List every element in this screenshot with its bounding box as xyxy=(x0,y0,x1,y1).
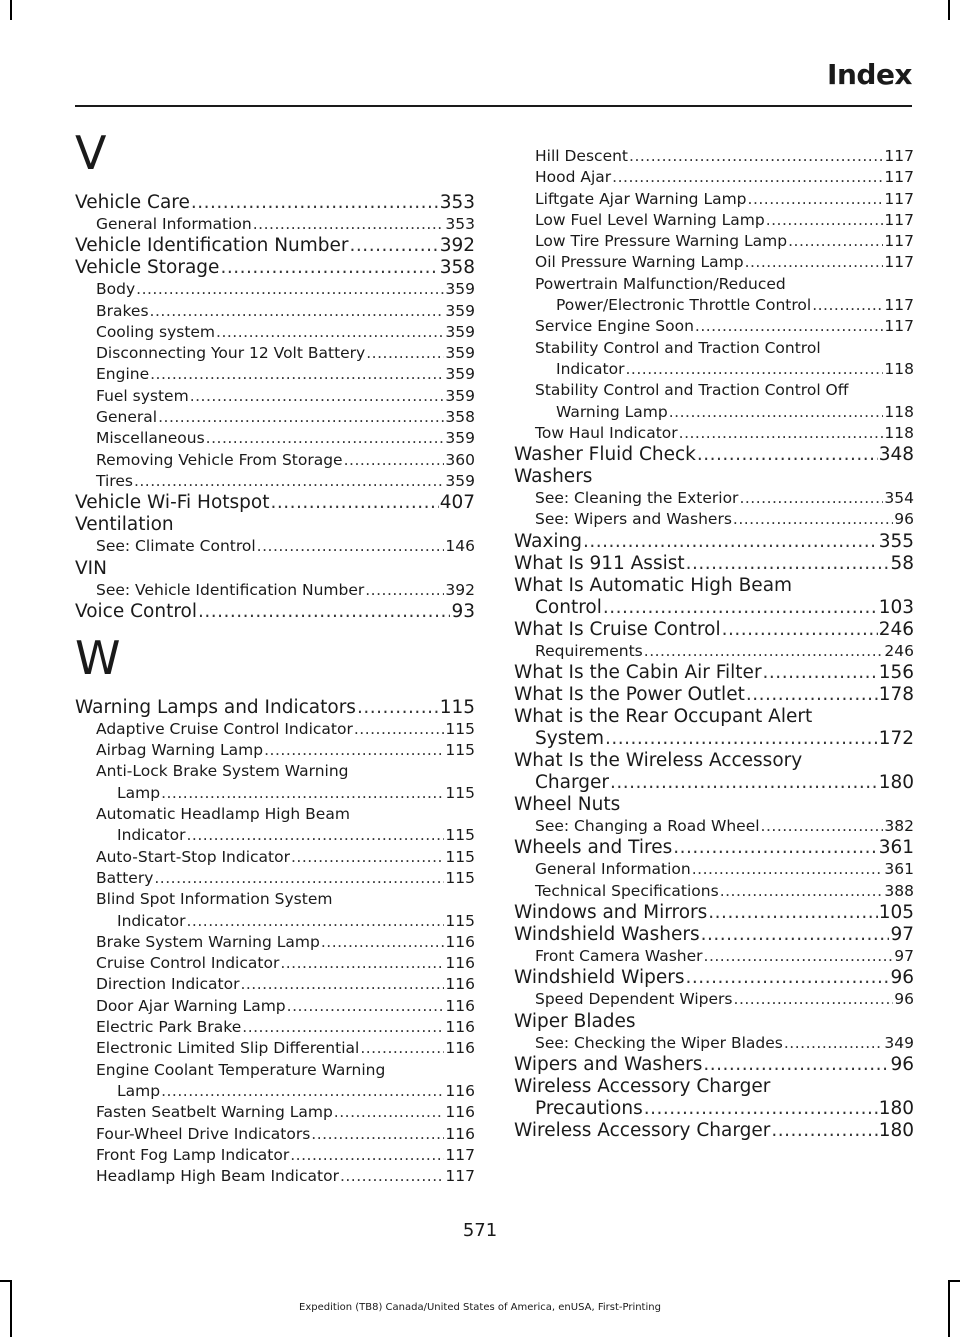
index-subentry[interactable]: Low Fuel Level Warning Lamp ..... 117 xyxy=(514,210,914,231)
index-subentry[interactable]: Cooling system ..... 359 xyxy=(75,322,475,343)
index-subentry[interactable]: See: Cleaning the Exterior ..... 354 xyxy=(514,488,914,509)
index-subentry[interactable]: Warning Lamp ..... 118 xyxy=(514,402,914,423)
page-number: 571 xyxy=(462,1220,498,1241)
index-subentry[interactable]: Fasten Seatbelt Warning Lamp ..... 116 xyxy=(75,1102,475,1123)
index-subentry[interactable]: Electronic Limited Slip Differential ..... 116 xyxy=(75,1038,475,1059)
index-heading: Wireless Accessory Charger xyxy=(514,1075,771,1097)
index-entry[interactable]: Vehicle Identification Number ..... 392 xyxy=(75,235,475,257)
index-entry[interactable]: Warning Lamps and Indicators ..... 115 xyxy=(75,697,475,719)
index-entry[interactable]: Windshield Washers ..... 97 xyxy=(514,924,914,946)
index-subentry[interactable]: See: Vehicle Identification Number ..... 392 xyxy=(75,580,475,601)
index-subentry[interactable]: Headlamp High Beam Indicator ..... 117 xyxy=(75,1166,475,1187)
index-subentry[interactable]: See: Wipers and Washers ..... 96 xyxy=(514,509,914,530)
index-heading: Wiper Blades xyxy=(514,1010,636,1032)
index-entry[interactable]: Waxing ..... 355 xyxy=(514,531,914,553)
index-subentry[interactable]: Fuel system ..... 359 xyxy=(75,386,475,407)
index-subentry[interactable]: Indicator ..... 115 xyxy=(75,911,475,932)
index-subentry-line: Engine Coolant Temperature Warning xyxy=(96,1060,386,1079)
index-subentry[interactable]: Power/Electronic Throttle Control ..... 117 xyxy=(514,295,914,316)
index-subentry[interactable]: See: Checking the Wiper Blades ..... 349 xyxy=(514,1033,914,1054)
index-subentry-line: Anti-Lock Brake System Warning xyxy=(96,762,349,781)
index-subentry[interactable]: Indicator ..... 115 xyxy=(75,825,475,846)
crop-mark-top-right-v xyxy=(948,0,950,20)
index-entry[interactable]: What Is Cruise Control ..... 246 xyxy=(514,619,914,641)
index-subentry[interactable]: General ..... 358 xyxy=(75,407,475,428)
index-heading: Wheel Nuts xyxy=(514,794,621,816)
index-subentry[interactable]: Body ..... 359 xyxy=(75,279,475,300)
index-entry[interactable]: Windows and Mirrors ..... 105 xyxy=(514,902,914,924)
index-column-right xyxy=(514,146,914,1142)
index-entry[interactable]: What Is the Cabin Air Filter ..... 156 xyxy=(514,662,914,684)
index-subentry[interactable]: Cruise Control Indicator ..... 116 xyxy=(75,953,475,974)
index-entry[interactable]: Charger ..... 180 xyxy=(514,772,914,794)
index-subentry[interactable]: Hill Descent ..... 117 xyxy=(514,146,914,167)
index-subentry[interactable]: Lamp ..... 115 xyxy=(75,783,475,804)
section-letter-v: V xyxy=(75,126,107,180)
index-subentry[interactable]: Door Ajar Warning Lamp ..... 116 xyxy=(75,996,475,1017)
index-subentry[interactable]: Auto-Start-Stop Indicator ..... 115 xyxy=(75,847,475,868)
index-subentry[interactable]: Low Tire Pressure Warning Lamp ..... 117 xyxy=(514,231,914,252)
index-heading: What Is Automatic High Beam xyxy=(514,574,793,596)
index-subentry[interactable]: Lamp ..... 116 xyxy=(75,1081,475,1102)
index-subentry-line: Blind Spot Information System xyxy=(96,890,333,909)
index-subentry[interactable]: Oil Pressure Warning Lamp ..... 117 xyxy=(514,252,914,273)
index-subentry[interactable]: Speed Dependent Wipers ..... 96 xyxy=(514,989,914,1010)
index-entry[interactable]: Wireless Accessory Charger ..... 180 xyxy=(514,1120,914,1142)
index-subentry[interactable]: Technical Specifications ..... 388 xyxy=(514,881,914,902)
index-column-left xyxy=(75,126,475,1187)
index-entry[interactable]: Wheels and Tires ..... 361 xyxy=(514,837,914,859)
index-subentry[interactable]: Liftgate Ajar Warning Lamp ..... 117 xyxy=(514,189,914,210)
index-subentry[interactable]: Requirements ..... 246 xyxy=(514,641,914,662)
index-subentry[interactable]: General Information ..... 361 xyxy=(514,859,914,880)
index-subentry[interactable]: Front Camera Washer ..... 97 xyxy=(514,946,914,967)
crop-mark-bottom-left-h xyxy=(0,1280,12,1282)
header-divider xyxy=(75,105,912,107)
index-subentry[interactable]: Miscellaneous ..... 359 xyxy=(75,428,475,449)
index-subentry[interactable]: Disconnecting Your 12 Volt Battery ..... 359 xyxy=(75,343,475,364)
index-subentry[interactable]: Airbag Warning Lamp ..... 115 xyxy=(75,740,475,761)
index-entry[interactable]: Washer Fluid Check ..... 348 xyxy=(514,444,914,466)
index-subentry-line: Automatic Headlamp High Beam xyxy=(96,805,350,824)
index-subentry[interactable]: Engine ..... 359 xyxy=(75,364,475,385)
index-heading: Washers xyxy=(514,466,593,488)
page-title: Index xyxy=(827,58,912,91)
index-subentry[interactable]: Electric Park Brake ..... 116 xyxy=(75,1017,475,1038)
index-subentry[interactable]: Hood Ajar ..... 117 xyxy=(514,167,914,188)
index-entry[interactable]: Vehicle Storage ..... 358 xyxy=(75,257,475,279)
index-entry[interactable]: Vehicle Wi-Fi Hotspot ..... 407 xyxy=(75,492,475,514)
index-subentry[interactable]: Removing Vehicle From Storage ..... 360 xyxy=(75,450,475,471)
section-letter-w: W xyxy=(75,630,121,685)
index-entry[interactable]: Voice Control ..... 93 xyxy=(75,601,475,623)
index-subentry-line: Powertrain Malfunction/Reduced xyxy=(535,274,786,293)
index-entry[interactable]: Wipers and Washers ..... 96 xyxy=(514,1054,914,1076)
index-entry[interactable]: System ..... 172 xyxy=(514,728,914,750)
index-entry[interactable]: Vehicle Care ..... 353 xyxy=(75,192,475,214)
index-subentry-line: Stability Control and Traction Control Off xyxy=(535,381,849,400)
index-heading: What is the Rear Occupant Alert xyxy=(514,706,813,728)
index-heading: VIN xyxy=(75,557,107,579)
index-subentry[interactable]: Brake System Warning Lamp ..... 116 xyxy=(75,932,475,953)
index-subentry[interactable]: Front Fog Lamp Indicator ..... 117 xyxy=(75,1145,475,1166)
index-subentry-line: Stability Control and Traction Control xyxy=(535,338,821,357)
index-entry[interactable]: Control ..... 103 xyxy=(514,597,914,619)
index-subentry[interactable]: Tow Haul Indicator ..... 118 xyxy=(514,423,914,444)
index-subentry[interactable]: Four-Wheel Drive Indicators ..... 116 xyxy=(75,1124,475,1145)
index-entry[interactable]: What Is the Power Outlet ..... 178 xyxy=(514,684,914,706)
index-heading: Ventilation xyxy=(75,514,174,536)
index-subentry[interactable]: Adaptive Cruise Control Indicator ..... 115 xyxy=(75,719,475,740)
index-subentry[interactable]: Brakes ..... 359 xyxy=(75,301,475,322)
crop-mark-top-left-v xyxy=(10,0,12,20)
index-entry[interactable]: Precautions ..... 180 xyxy=(514,1098,914,1120)
index-subentry[interactable]: See: Changing a Road Wheel ..... 382 xyxy=(514,816,914,837)
footer-text: Expedition (TB8) Canada/United States of America, enUSA, First-Printing xyxy=(299,1302,661,1313)
index-subentry[interactable]: Battery ..... 115 xyxy=(75,868,475,889)
index-subentry[interactable]: Direction Indicator ..... 116 xyxy=(75,974,475,995)
index-heading: What Is the Wireless Accessory xyxy=(514,750,803,772)
index-subentry[interactable]: Tires ..... 359 xyxy=(75,471,475,492)
index-subentry[interactable]: Indicator ..... 118 xyxy=(514,359,914,380)
crop-mark-bottom-right-h xyxy=(948,1280,960,1282)
index-subentry[interactable]: General Information ..... 353 xyxy=(75,214,475,235)
index-subentry[interactable]: Service Engine Soon ..... 117 xyxy=(514,316,914,337)
index-subentry[interactable]: See: Climate Control ..... 146 xyxy=(75,536,475,557)
index-entry[interactable]: What Is 911 Assist ..... 58 xyxy=(514,553,914,575)
index-entry[interactable]: Windshield Wipers ..... 96 xyxy=(514,967,914,989)
